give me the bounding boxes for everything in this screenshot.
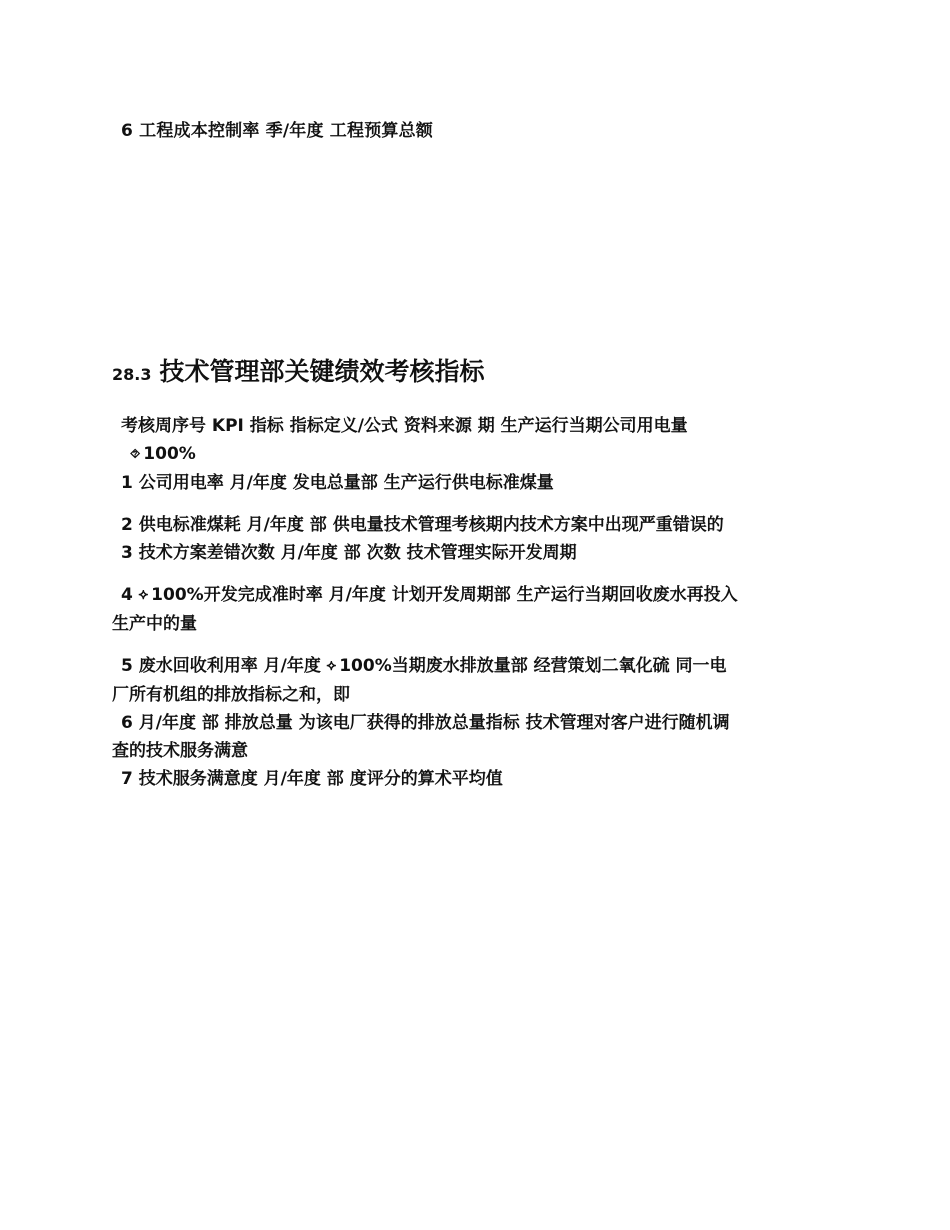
- kpi-row-4-cont: 生产中的量: [112, 614, 197, 634]
- percent-text: 100%: [143, 444, 196, 464]
- kpi-percent-line: [112, 440, 842, 469]
- placeholder-glyph-icon: ⯑: [130, 447, 141, 462]
- section-number: 28.3: [112, 365, 152, 384]
- kpi-header-line: 考核周序号 KPI 指标 指标定义/公式 资料来源 期 生产运行当期公司用电量: [121, 416, 688, 436]
- cost-control-line: 6 工程成本控制率 季/年度 工程预算总额: [121, 121, 433, 141]
- placeholder-glyph-icon: ⯎: [138, 588, 149, 603]
- kpi-row-1: 1 公司用电率 月/年度 发电总量部 生产运行供电标准煤量: [121, 473, 554, 493]
- kpi-row-2: 2 供电标准煤耗 月/年度 部 供电量技术管理考核期内技术方案中出现严重错误的: [121, 515, 724, 535]
- kpi-row-4: [112, 581, 842, 610]
- section-heading: [112, 352, 485, 388]
- row-4-number: 4: [121, 585, 133, 605]
- row-5-text-b: 100%当期废水排放量部 经营策划二氧化硫 同一电: [339, 656, 727, 676]
- row-5-text-a: 5 废水回收利用率 月/年度: [121, 656, 321, 676]
- kpi-table-text: [112, 412, 842, 793]
- kpi-row-5: [112, 652, 842, 681]
- kpi-row-7: 7 技术服务满意度 月/年度 部 度评分的算术平均值: [121, 769, 503, 789]
- kpi-row-3: 3 技术方案差错次数 月/年度 部 次数 技术管理实际开发周期: [121, 543, 577, 563]
- kpi-row-5-cont: 厂所有机组的排放指标之和，即: [112, 685, 350, 705]
- section-title: 技术管理部关键绩效考核指标: [159, 357, 485, 386]
- kpi-row-6: 6 月/年度 部 排放总量 为该电厂获得的排放总量指标 技术管理对客户进行随机调: [121, 713, 730, 733]
- kpi-row-6-cont: 查的技术服务满意: [112, 741, 248, 761]
- row-4-text: 100%开发完成准时率 月/年度 计划开发周期部 生产运行当期回收废水再投入: [151, 585, 738, 605]
- placeholder-glyph-icon: ⯎: [326, 659, 337, 674]
